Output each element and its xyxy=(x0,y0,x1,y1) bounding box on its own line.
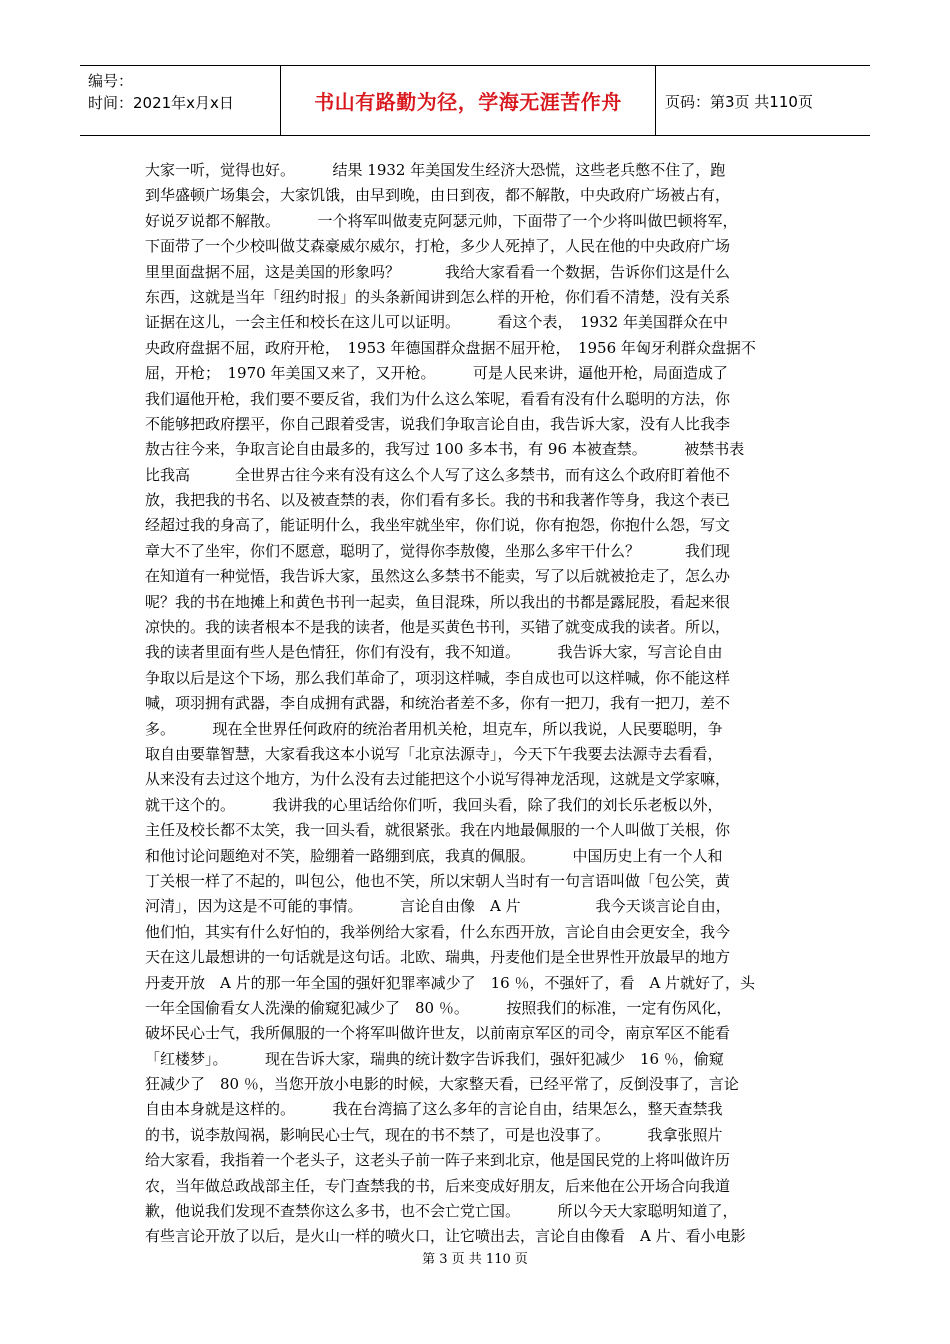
body-line: 章大不了坐牢，你们不愿意，聪明了，觉得你李敖傻，坐那么多牢干什么？ 我们现 xyxy=(145,541,731,560)
body-line: 我的读者里面有些人是色情狂，你们有没有，我不知道。 我告诉大家，写言论自由 xyxy=(145,643,723,662)
body-text xyxy=(145,158,821,1250)
body-line: 经超过我的身高了，能证明什么，我坐牢就坐牢，你们说，你有抱怨，你抱什么怨，写文 xyxy=(145,516,731,535)
body-line: 一年全国偷看女人洗澡的偷窥犯减少了 80 ％。 按照我们的标准，一定有伤风化， xyxy=(145,998,732,1017)
header-divider-left xyxy=(280,65,281,136)
body-line: 我们逼他开枪，我们要不要反省，我们为什么这么笨呢，看看有没有什么聪明的方法，你 xyxy=(145,389,731,408)
body-line: 大家一听，觉得也好。 结果 1932 年美国发生经济大恐慌，这些老兵憋不住了，跑 xyxy=(145,161,726,179)
body-line: 喊，项羽拥有武器，李自成拥有武器，和统治者差不多，你有一把刀，我有一把刀，差不 xyxy=(145,694,731,713)
body-line: 狂减少了 80 ％，当您开放小电影的时候，大家整天看，已经平常了，反倒没事了，言论 xyxy=(145,1075,739,1094)
header-motto: 书山有路勤为径，学海无涯苦作舟 xyxy=(314,90,622,114)
body-line: 的书，说李敖闯祸，影响民心士气，现在的书不禁了，可是也没事了。 我拿张照片 xyxy=(145,1125,723,1144)
body-line: 争取以后是这个下场，那么我们革命了，项羽这样喊，李自成也可以这样喊，你不能这样 xyxy=(145,668,731,687)
body-line: 就干这个的。 我讲我的心里话给你们听，我回头看，除了我们的刘长乐老板以外， xyxy=(145,795,723,814)
body-line: 丁关根一样了不起的，叫包公，他也不笑，所以宋朝人当时有一句言语叫做「包公笑，黄 xyxy=(145,871,731,890)
body-line: 他们怕，其实有什么好怕的，我举例给大家看，什么东西开放，言论自由会更安全，我今 xyxy=(145,922,731,941)
body-line: 有些言论开放了以后，是火山一样的喷火口，让它喷出去，言论自由像看 A 片、看小电影 xyxy=(145,1227,746,1246)
serial-label: 编号： xyxy=(88,72,134,90)
body-line: 证据在这儿，一会主任和校长在这儿可以证明。 看这个表， 1932 年美国群众在中 xyxy=(145,313,728,332)
body-line: 呢？我的书在地摊上和黄色书刊一起卖，鱼目混珠，所以我出的书都是露屁股，看起来很 xyxy=(145,592,731,611)
body-line: 东西，这就是当年「纽约时报」的头条新闻讲到怎么样的开枪，你们看不清楚，没有关系 xyxy=(145,287,731,306)
body-line: 「红楼梦」。 现在告诉大家，瑞典的统计数字告诉我们，强奸犯减少 16 ％，偷窥 xyxy=(145,1049,724,1068)
body-line: 到华盛顿广场集会，大家饥饿，由早到晚，由日到夜，都不解散，中央政府广场被占有， xyxy=(145,186,731,205)
body-line: 下面带了一个少校叫做艾森豪威尔威尔，打枪，多少人死掉了，人民在他的中央政府广场 xyxy=(145,237,731,256)
body-line: 里里面盘据不屈，这是美国的形象吗？ 我给大家看看一个数据，告诉你们这是什么 xyxy=(145,262,731,281)
body-line: 破坏民心士气，我所佩服的一个将军叫做许世友，以前南京军区的司令，南京军区不能看 xyxy=(145,1024,731,1043)
header-rule-top xyxy=(80,65,870,66)
body-line: 农，当年做总政战部主任，专门查禁我的书，后来变成好朋友，后来他在公开场合向我道 xyxy=(145,1176,731,1195)
header-meta xyxy=(88,70,278,114)
body-line: 从来没有去过这个地方，为什么没有去过能把这个小说写得神龙活现，这就是文学家嘛， xyxy=(145,770,731,789)
body-line: 和他讨论问题绝对不笑，脸绷着一路绷到底，我真的佩服。 中国历史上有一个人和 xyxy=(145,846,723,865)
header-divider-right xyxy=(655,65,656,136)
body-line: 央政府盘据不屈，政府开枪， 1953 年德国群众盘据不屈开枪， 1956 年匈牙利群众盘据不 xyxy=(145,338,756,357)
body-line: 敖古往今来，争取言论自由最多的，我写过 100 多本书，有 96 本被查禁。 被禁书表 xyxy=(145,440,745,459)
body-line: 河清」，因为这是不可能的事情。 言论自由像 A 片 我今天谈言论自由， xyxy=(145,897,731,916)
page-footer: 第 3 页 共 110 页 xyxy=(422,1252,528,1267)
body-line: 自由本身就是这样的。 我在台湾搞了这么多年的言论自由，结果怎么，整天查禁我 xyxy=(145,1100,723,1119)
body-line: 凉快的。我的读者根本不是我的读者，他是买黄色书刊，买错了就变成我的读者。所以， xyxy=(145,618,731,637)
body-line: 不能够把政府摆平，你自己跟着受害，说我们争取言论自由，我告诉大家，没有人比我李 xyxy=(145,414,731,433)
body-line: 丹麦开放 A 片的那一年全国的强奸犯罪率减少了 16 ％，不强奸了，看 A 片就好了，头 xyxy=(145,973,756,992)
body-line: 好说歹说都不解散。 一个将军叫做麦克阿瑟元帅，下面带了一个少将叫做巴顿将军， xyxy=(145,211,738,230)
body-line: 放，我把我的书名、以及被查禁的表，你们看有多长。我的书和我著作等身，我这个表已 xyxy=(145,491,731,510)
body-line: 比我高 全世界古往今来有没有这么个人写了这么多禁书，而有这么个政府盯着他不 xyxy=(145,465,731,484)
body-line: 天在这儿最想讲的一句话就是这句话。北欧、瑞典，丹麦他们是全世界性开放最早的地方 xyxy=(145,948,731,967)
body-line: 多。 现在全世界任何政府的统治者用机关枪，坦克车，所以我说，人民要聪明，争 xyxy=(145,719,723,738)
body-line: 主任及校长都不太笑，我一回头看，就很紧张。我在内地最佩服的一个人叫做丁关根，你 xyxy=(145,821,731,840)
body-line: 屈，开枪； 1970 年美国又来了，又开枪。 可是人民来讲，逼他开枪，局面造成了 xyxy=(145,364,728,383)
date-label: 时间：2021年x月x日 xyxy=(88,94,234,112)
header-page-info: 页码：第3页 共110页 xyxy=(665,93,813,111)
header-rule-bottom xyxy=(80,135,870,136)
body-line: 给大家看，我指着一个老头子，这老头子前一阵子来到北京，他是国民党的上将叫做许历 xyxy=(145,1151,731,1170)
body-line: 取自由要靠智慧，大家看我这本小说写「北京法源寺」，今天下午我要去法源寺去看看， xyxy=(145,744,723,763)
body-line: 在知道有一种觉悟，我告诉大家，虽然这么多禁书不能卖，写了以后就被抢走了，怎么办 xyxy=(145,567,731,586)
body-line: 歉，他说我们发现不查禁你这么多书，也不会亡党亡国。 所以今天大家聪明知道了， xyxy=(145,1202,738,1221)
